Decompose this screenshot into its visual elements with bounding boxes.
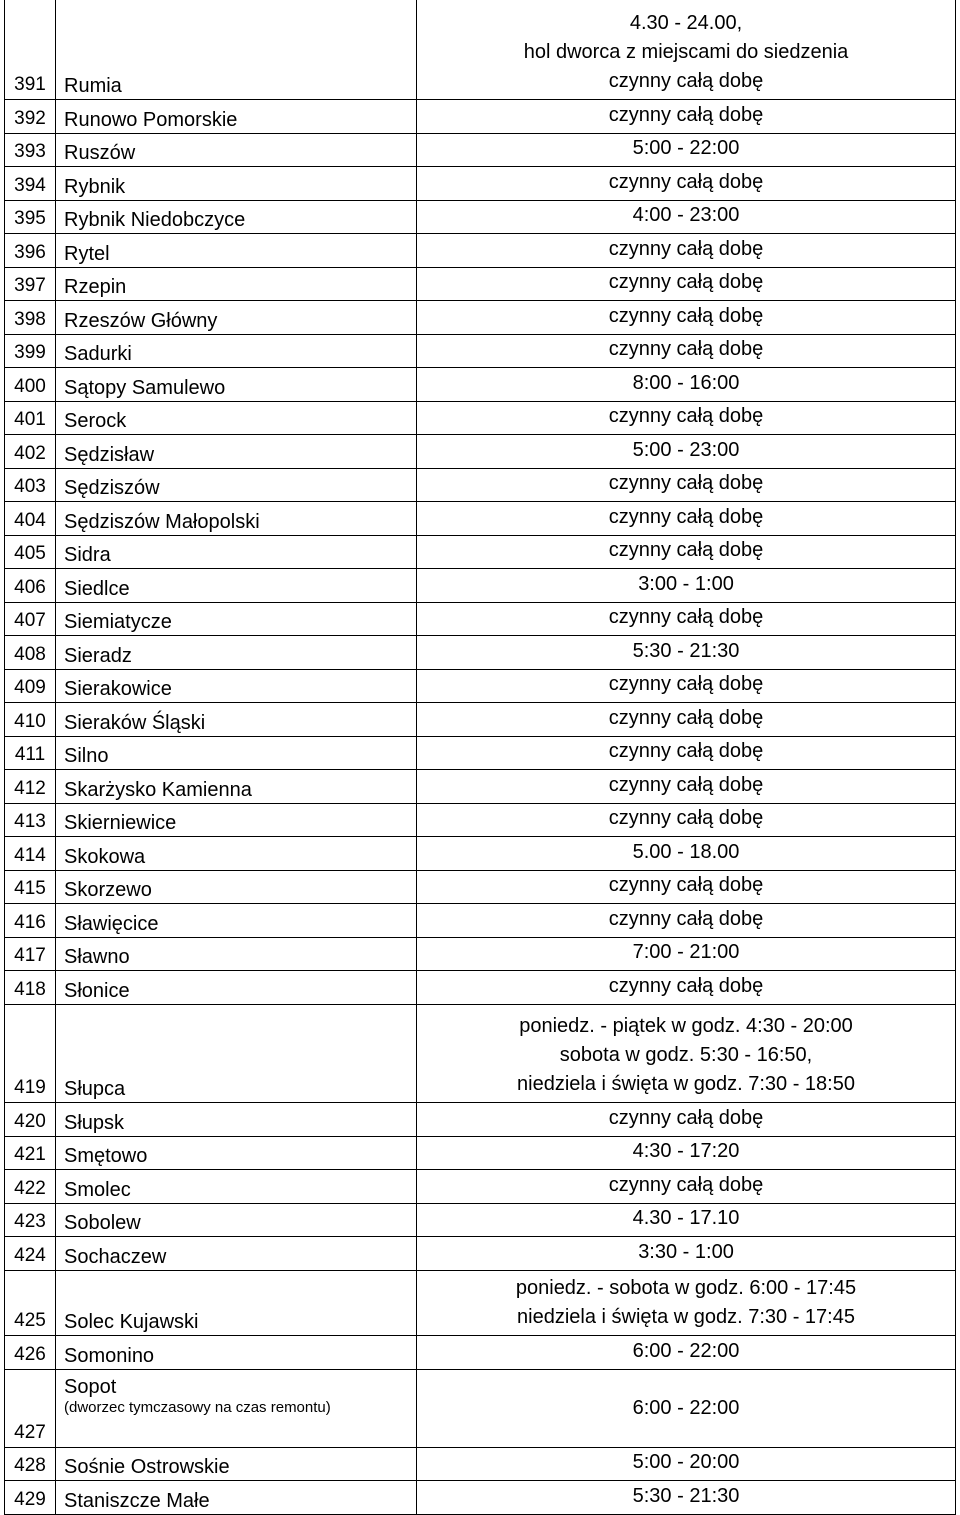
station-number: 410 <box>5 702 56 736</box>
station-note: (dworzec tymczasowy na czas remontu) <box>64 1398 331 1416</box>
opening-hours-line: 4.30 - 17.10 <box>632 1206 740 1229</box>
opening-hours <box>417 166 956 200</box>
table-row <box>5 1270 956 1335</box>
station-number: 422 <box>5 1169 56 1203</box>
table-row <box>5 1335 956 1369</box>
opening-hours <box>417 99 956 133</box>
station-name: Rumia <box>56 0 417 99</box>
table-row <box>5 669 956 702</box>
opening-hours <box>417 1480 956 1514</box>
station-number: 400 <box>5 367 56 401</box>
station-number: 421 <box>5 1136 56 1169</box>
station-number: 404 <box>5 501 56 535</box>
station-name: Skorzewo <box>56 870 417 903</box>
table-row <box>5 166 956 200</box>
opening-hours <box>417 200 956 233</box>
station-name: Sędzisław <box>56 434 417 468</box>
opening-hours-line: 3:00 - 1:00 <box>638 572 734 595</box>
table-row <box>5 1004 956 1102</box>
station-name: Ruszów <box>56 133 417 166</box>
opening-hours-line: 5.00 - 18.00 <box>632 840 740 863</box>
station-number: 402 <box>5 434 56 468</box>
station-name: Staniszcze Małe <box>56 1480 417 1514</box>
station-number: 408 <box>5 635 56 669</box>
station-name: Sadurki <box>56 334 417 367</box>
opening-hours-line: hol dworca z miejscami do siedzenia <box>523 40 849 63</box>
table-row <box>5 200 956 233</box>
station-number: 397 <box>5 267 56 300</box>
station-number: 420 <box>5 1102 56 1136</box>
opening-hours <box>417 401 956 434</box>
station-name: Sieradz <box>56 635 417 669</box>
station-number: 423 <box>5 1203 56 1236</box>
opening-hours <box>417 1236 956 1270</box>
station-number: 416 <box>5 903 56 937</box>
table-row <box>5 468 956 501</box>
opening-hours-line: 5:00 - 20:00 <box>632 1450 740 1473</box>
station-number: 428 <box>5 1447 56 1480</box>
station-name: Sidra <box>56 535 417 568</box>
opening-hours <box>417 836 956 870</box>
table-row <box>5 0 956 99</box>
opening-hours-line: 4:30 - 17:20 <box>632 1139 740 1162</box>
opening-hours <box>417 1136 956 1169</box>
table-row <box>5 1203 956 1236</box>
table-row <box>5 434 956 468</box>
opening-hours-line: poniedz. - sobota w godz. 6:00 - 17:45 <box>515 1276 857 1299</box>
opening-hours <box>417 501 956 535</box>
opening-hours-line: 3:30 - 1:00 <box>638 1240 734 1263</box>
station-number: 405 <box>5 535 56 568</box>
opening-hours <box>417 1369 956 1447</box>
station-number: 401 <box>5 401 56 434</box>
station-name <box>56 1369 417 1447</box>
table-row <box>5 1447 956 1480</box>
station-name-text: Sopot <box>64 1375 117 1398</box>
station-name: Serock <box>56 401 417 434</box>
table-row <box>5 836 956 870</box>
opening-hours-line: 4:00 - 23:00 <box>632 203 740 226</box>
table-row <box>5 1136 956 1169</box>
opening-hours <box>417 1335 956 1369</box>
table-row <box>5 1169 956 1203</box>
opening-hours-line: czynny całą dobę <box>608 103 764 126</box>
opening-hours-line: czynny całą dobę <box>608 170 764 193</box>
station-name: Solec Kujawski <box>56 1270 417 1335</box>
station-name: Sośnie Ostrowskie <box>56 1447 417 1480</box>
station-number: 418 <box>5 970 56 1004</box>
opening-hours-line: czynny całą dobę <box>608 1106 764 1129</box>
opening-hours-line: czynny całą dobę <box>608 270 764 293</box>
opening-hours-line: czynny całą dobę <box>608 304 764 327</box>
station-name: Sochaczew <box>56 1236 417 1270</box>
opening-hours <box>417 903 956 937</box>
opening-hours-line: czynny całą dobę <box>608 907 764 930</box>
opening-hours <box>417 300 956 334</box>
station-number: 395 <box>5 200 56 233</box>
opening-hours-line: niedziela i święta w godz. 7:30 - 18:50 <box>517 1072 855 1095</box>
opening-hours-line: czynny całą dobę <box>608 672 764 695</box>
station-name: Skokowa <box>56 836 417 870</box>
station-name: Słupca <box>56 1004 417 1102</box>
station-number: 406 <box>5 568 56 602</box>
opening-hours <box>417 568 956 602</box>
opening-hours-line: 6:00 - 22:00 <box>632 1396 740 1419</box>
opening-hours-line: poniedz. - piątek w godz. 4:30 - 20:00 <box>519 1014 853 1037</box>
opening-hours <box>417 233 956 267</box>
table-row <box>5 1480 956 1514</box>
station-name: Sierakowice <box>56 669 417 702</box>
opening-hours-line: 5:00 - 23:00 <box>632 438 740 461</box>
opening-hours <box>417 434 956 468</box>
opening-hours-line: czynny całą dobę <box>608 337 764 360</box>
opening-hours <box>417 0 956 99</box>
opening-hours <box>417 334 956 367</box>
opening-hours-line: czynny całą dobę <box>608 538 764 561</box>
table-row <box>5 367 956 401</box>
station-number: 399 <box>5 334 56 367</box>
table-row <box>5 501 956 535</box>
opening-hours-line: 5:30 - 21:30 <box>632 1484 740 1507</box>
station-name: Słonice <box>56 970 417 1004</box>
opening-hours <box>417 1270 956 1335</box>
station-number: 403 <box>5 468 56 501</box>
opening-hours-line: czynny całą dobę <box>608 974 764 997</box>
opening-hours-line: 6:00 - 22:00 <box>632 1339 740 1362</box>
station-name: Sędziszów <box>56 468 417 501</box>
station-name: Rybnik Niedobczyce <box>56 200 417 233</box>
station-number: 407 <box>5 602 56 635</box>
table-row <box>5 133 956 166</box>
table-row <box>5 568 956 602</box>
opening-hours <box>417 769 956 803</box>
station-number: 426 <box>5 1335 56 1369</box>
opening-hours <box>417 870 956 903</box>
station-number: 398 <box>5 300 56 334</box>
table-row <box>5 702 956 736</box>
opening-hours <box>417 1447 956 1480</box>
table-row <box>5 535 956 568</box>
station-hours-table <box>4 0 956 1515</box>
station-name: Somonino <box>56 1335 417 1369</box>
opening-hours <box>417 468 956 501</box>
table-row <box>5 233 956 267</box>
station-name: Skarżysko Kamienna <box>56 769 417 803</box>
table-row <box>5 803 956 836</box>
station-name: Smętowo <box>56 1136 417 1169</box>
station-name: Rytel <box>56 233 417 267</box>
station-name: Słupsk <box>56 1102 417 1136</box>
station-name: Skierniewice <box>56 803 417 836</box>
station-number: 392 <box>5 99 56 133</box>
opening-hours-line: czynny całą dobę <box>608 739 764 762</box>
station-name: Sieraków Śląski <box>56 702 417 736</box>
table-row <box>5 736 956 769</box>
station-name: Smolec <box>56 1169 417 1203</box>
opening-hours <box>417 602 956 635</box>
opening-hours-line: 8:00 - 16:00 <box>632 371 740 394</box>
opening-hours <box>417 1169 956 1203</box>
opening-hours <box>417 803 956 836</box>
opening-hours-line: czynny całą dobę <box>608 69 764 92</box>
opening-hours <box>417 635 956 669</box>
opening-hours <box>417 133 956 166</box>
opening-hours <box>417 1102 956 1136</box>
station-number: 409 <box>5 669 56 702</box>
table-row <box>5 99 956 133</box>
opening-hours-line: czynny całą dobę <box>608 404 764 427</box>
opening-hours-line: 5:30 - 21:30 <box>632 639 740 662</box>
station-number: 413 <box>5 803 56 836</box>
opening-hours <box>417 937 956 970</box>
station-number: 424 <box>5 1236 56 1270</box>
station-number: 396 <box>5 233 56 267</box>
station-number: 419 <box>5 1004 56 1102</box>
opening-hours-line: 4.30 - 24.00, <box>629 11 743 34</box>
opening-hours-line: czynny całą dobę <box>608 471 764 494</box>
station-number: 411 <box>5 736 56 769</box>
opening-hours <box>417 970 956 1004</box>
table-body <box>5 0 956 1514</box>
station-number: 415 <box>5 870 56 903</box>
station-number: 394 <box>5 166 56 200</box>
opening-hours <box>417 702 956 736</box>
opening-hours-line: 7:00 - 21:00 <box>632 940 740 963</box>
opening-hours-line: niedziela i święta w godz. 7:30 - 17:45 <box>517 1305 855 1328</box>
table-row <box>5 903 956 937</box>
station-number: 391 <box>5 0 56 99</box>
opening-hours <box>417 1004 956 1102</box>
station-name: Siedlce <box>56 568 417 602</box>
opening-hours <box>417 736 956 769</box>
table-row <box>5 1236 956 1270</box>
table-row <box>5 1102 956 1136</box>
table-row <box>5 1369 956 1447</box>
station-number: 417 <box>5 937 56 970</box>
station-number: 429 <box>5 1480 56 1514</box>
table-row <box>5 870 956 903</box>
table-row <box>5 602 956 635</box>
station-number: 412 <box>5 769 56 803</box>
table-row <box>5 769 956 803</box>
station-number: 425 <box>5 1270 56 1335</box>
table-row <box>5 267 956 300</box>
opening-hours-line: czynny całą dobę <box>608 237 764 260</box>
station-number: 393 <box>5 133 56 166</box>
station-name: Rzepin <box>56 267 417 300</box>
table-row <box>5 970 956 1004</box>
station-name: Sędziszów Małopolski <box>56 501 417 535</box>
table-row <box>5 300 956 334</box>
table-row <box>5 635 956 669</box>
opening-hours-line: 5:00 - 22:00 <box>632 136 740 159</box>
opening-hours-line: czynny całą dobę <box>608 706 764 729</box>
table-row <box>5 334 956 367</box>
opening-hours <box>417 1203 956 1236</box>
station-name: Rybnik <box>56 166 417 200</box>
station-name: Rzeszów Główny <box>56 300 417 334</box>
station-name: Siemiatycze <box>56 602 417 635</box>
table-row <box>5 937 956 970</box>
table-row <box>5 401 956 434</box>
station-name: Sątopy Samulewo <box>56 367 417 401</box>
opening-hours <box>417 669 956 702</box>
opening-hours <box>417 535 956 568</box>
opening-hours-line: czynny całą dobę <box>608 806 764 829</box>
opening-hours <box>417 267 956 300</box>
opening-hours-line: czynny całą dobę <box>608 605 764 628</box>
opening-hours-line: sobota w godz. 5:30 - 16:50, <box>559 1043 813 1066</box>
station-name: Sobolew <box>56 1203 417 1236</box>
station-name: Sławięcice <box>56 903 417 937</box>
station-number: 414 <box>5 836 56 870</box>
station-name: Silno <box>56 736 417 769</box>
opening-hours-line: czynny całą dobę <box>608 1173 764 1196</box>
opening-hours-line: czynny całą dobę <box>608 873 764 896</box>
station-name: Runowo Pomorskie <box>56 99 417 133</box>
station-number: 427 <box>5 1369 56 1447</box>
opening-hours-line: czynny całą dobę <box>608 773 764 796</box>
station-name: Sławno <box>56 937 417 970</box>
opening-hours <box>417 367 956 401</box>
opening-hours-line: czynny całą dobę <box>608 505 764 528</box>
